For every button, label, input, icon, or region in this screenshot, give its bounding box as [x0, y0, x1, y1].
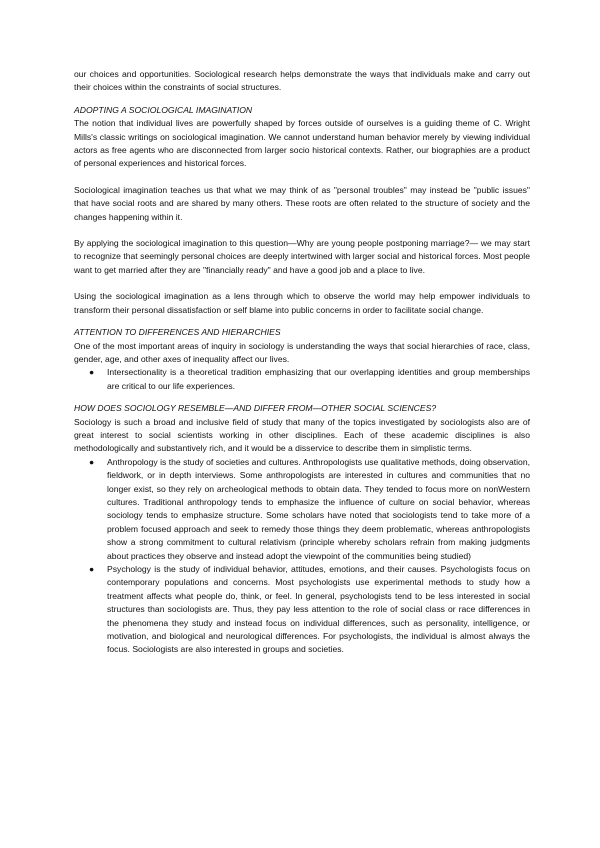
list-item-text: Psychology is the study of individual behavior, attitudes, emotions, and their causes. Psychologists focus on contemporary populations and concerns. Most psychologists use experimental methods to study how a treatment affects what people do, think, or feel. In general, psychologists tend to be less interested in social structures than sociologists are. Thus, they pay less attention to the role of social class or race differences in the phenomena they study and instead focus on individual differences, such as personality, intelligence, or motivation, and biological and neurological differences. For psychologists, the individual is almost always the focus. Sociologists are also interested in groups and societies.: [107, 564, 530, 655]
bullet-list-disciplines: [74, 456, 530, 657]
bullet-icon: ●: [89, 456, 95, 467]
paragraph-marriage-question: By applying the sociological imagination to this question—Why are young people postponing marriage?— we may start to recognize that seemingly personal choices are deeply intertwined with larger social and historical forces. Most people want to get married after they are "financially ready" and have a good job and a place to live.: [74, 238, 530, 275]
list-item-text: Anthropology is the study of societies and cultures. Anthropologists use qualitative methods, doing observation, fieldwork, or in depth interviews. Some anthropologists are interested in cultures and communities that no longer exist, so they rely on archeological methods to obtain data. They tended to focus more on nonWestern cultures. Traditional anthropology tends to emphasize the influence of culture on social behavior, whereas sociology tends to emphasize structure. Some scholars have noted that sociologists tend to take more of a problem focused approach and seek to remedy those things they deem problematic, whereas anthropologists show a strong commitment to cultural relativism (principle whereby scholars refrain from making judgments about practices they observe and instead adopt the viewpoint of the communities being studied): [107, 456, 530, 561]
paragraph-broad-field: Sociology is such a broad and inclusive field of study that many of the topics investigated by sociologists also are of great interest to social scientists working in other disciplines. Each of these academic disciplines is also methodologically and substantively rich, and it would be a disservice to describe them in simplistic terms.: [74, 416, 530, 454]
paragraph-personal-troubles: Sociological imagination teaches us that what we may think of as "personal troubles" may instead be "public issues" that have social roots and are shared by many others. These roots are often related to the structure of society and the changes happening within it.: [74, 184, 530, 222]
bullet-list-intersectionality: [74, 366, 530, 393]
section-heading-sociological-imagination: ADOPTING A SOCIOLOGICAL IMAGINATION: [74, 104, 253, 115]
paragraph-social-hierarchies: One of the most important areas of inquiry in sociology is understanding the ways that social hierarchies of race, class, gender, age, and other axes of inequality affect our lives.: [74, 340, 530, 364]
list-item: [74, 456, 530, 563]
list-item: [74, 563, 530, 657]
list-item-text: Intersectionality is a theoretical tradition emphasizing that our overlapping identities and group memberships are critical to our life experiences.: [107, 367, 530, 391]
section-heading-differences-hierarchies: ATTENTION TO DIFFERENCES AND HIERARCHIES: [74, 327, 281, 338]
bullet-icon: ●: [89, 367, 95, 378]
intro-paragraph: our choices and opportunities. Sociological research helps demonstrate the ways that individuals make and carry out their choices within the constraints of social structures.: [74, 69, 530, 93]
section-heading-other-social-sciences: HOW DOES SOCIOLOGY RESEMBLE—AND DIFFER FROM—OTHER SOCIAL SCIENCES?: [74, 403, 437, 414]
paragraph-social-change: Using the sociological imagination as a lens through which to observe the world may help empower individuals to transform their personal dissatisfaction or self blame into public concerns in order to facilitate social change.: [74, 291, 530, 315]
list-item: [74, 366, 530, 393]
paragraph-guiding-theme: The notion that individual lives are powerfully shaped by forces outside of ourselves is a guiding theme of C. Wright Mills's classic writings on sociological imagination. We cannot understand human behavior merely by viewing individual actors as free agents who are disconnected from larger socio historical contexts. Rather, our biographies are a product of personal experiences and historical forces.: [74, 118, 530, 169]
document-page: [74, 68, 530, 657]
bullet-icon: ●: [89, 564, 95, 574]
